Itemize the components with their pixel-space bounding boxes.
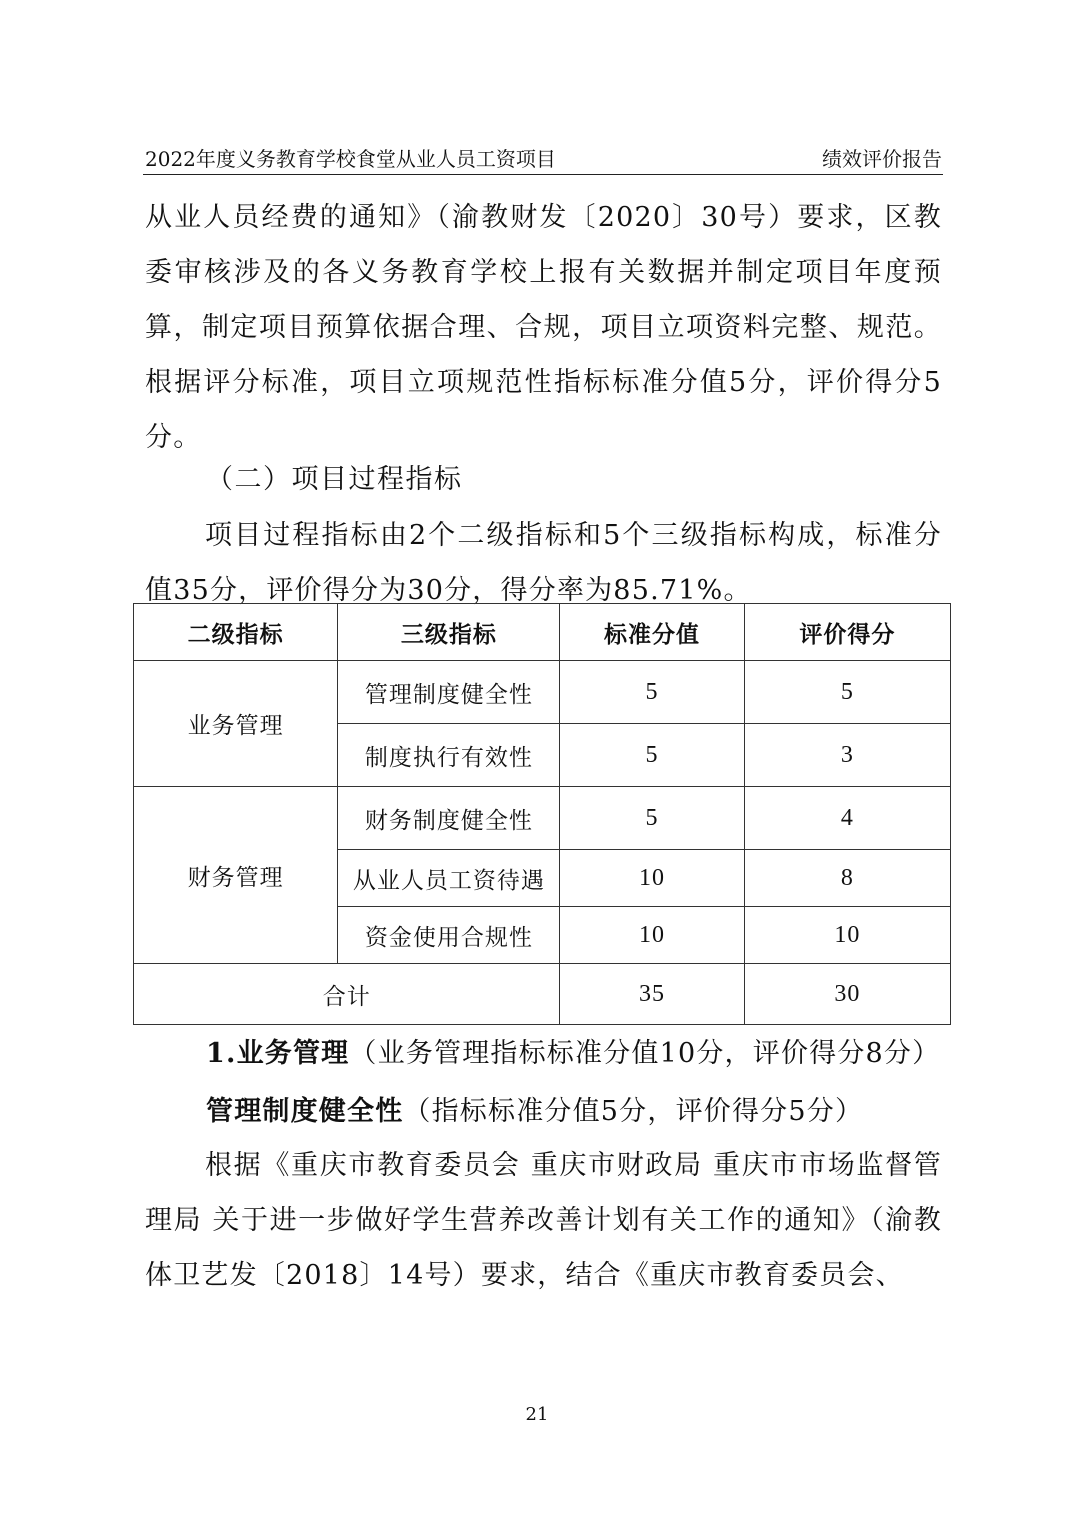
standard-cell: 5 [560,661,744,724]
table-row [134,661,951,724]
level3-cell: 资金使用合规性 [338,907,560,964]
subsection-business-management-note: （业务管理指标标准分值10分，评价得分8分） [349,1038,941,1069]
subsection-system-soundness-title: 管理制度健全性 [206,1096,404,1127]
total-standard-cell: 35 [560,964,744,1025]
level3-cell: 制度执行有效性 [338,724,560,787]
level2-cell: 业务管理 [134,661,338,787]
standard-cell: 5 [560,724,744,787]
table-header-score: 评价得分 [744,604,950,661]
total-score-cell: 30 [744,964,950,1025]
subsection-business-management-title: 1.业务管理 [206,1038,350,1069]
level3-cell: 从业人员工资待遇 [338,850,560,907]
score-cell: 3 [744,724,950,787]
paragraph-policy-basis: 根据《重庆市教育委员会 重庆市财政局 重庆市市场监督管理局 关于进一步做好学生营养改善计划有关工作的通知》（渝教体卫艺发〔2018〕14号）要求，结合《重庆市教育委员会、 [145,1150,942,1291]
header-report-type: 绩效评价报告 [822,147,942,171]
table-header-row [134,604,951,661]
level3-cell: 财务制度健全性 [338,787,560,850]
table-row [134,787,951,850]
paragraph-process-summary: 项目过程指标由2个二级指标和5个三级指标构成，标准分值35分，评价得分为30分，得分率为85.71%。 [145,520,942,606]
table-header-level3: 三级指标 [338,604,560,661]
subsection-system-soundness [206,1084,863,1139]
standard-cell: 5 [560,787,744,850]
standard-cell: 10 [560,907,744,964]
score-cell: 5 [744,661,950,724]
level3-cell: 管理制度健全性 [338,661,560,724]
standard-cell: 10 [560,850,744,907]
score-cell: 4 [744,787,950,850]
table-header-standard: 标准分值 [560,604,744,661]
total-label-cell: 合计 [134,964,560,1025]
score-cell: 8 [744,850,950,907]
paragraph-budget-basis: 从业人员经费的通知》（渝教财发〔2020〕30号）要求，区教委审核涉及的各义务教育学校上报有关数据并制定项目年度预算，制定项目预算依据合理、合规，项目立项资料完整、规范。根据评分标准，项目立项规范性指标标准分值5分，评价得分5分。 [145,202,942,453]
subsection-system-soundness-note: （指标标准分值5分，评价得分5分） [403,1096,864,1127]
table-total-row [134,964,951,1025]
page-number: 21 [525,1404,549,1425]
table-header-level2: 二级指标 [134,604,338,661]
score-table [133,603,951,1025]
level2-cell: 财务管理 [134,787,338,964]
section-heading-process-indicators: （二）项目过程指标 [206,464,463,495]
score-cell: 10 [744,907,950,964]
subsection-business-management [206,1026,940,1081]
header-divider [143,174,943,175]
header-report-title: 2022年度义务教育学校食堂从业人员工资项目 [145,147,556,171]
